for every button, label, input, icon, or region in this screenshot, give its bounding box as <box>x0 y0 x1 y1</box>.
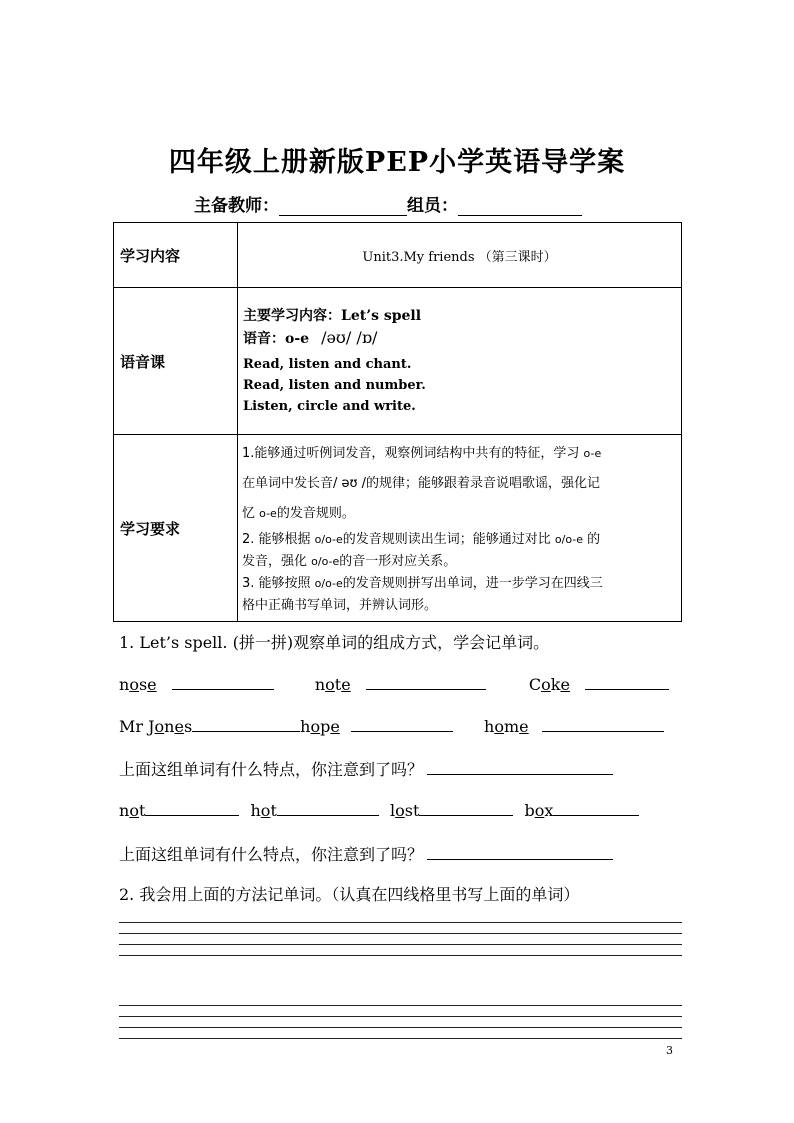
requirements-content <box>238 435 682 622</box>
phonics-ipa: /əʊ/ /ɒ/ <box>321 327 378 347</box>
four-line-grid-1[interactable] <box>119 922 682 966</box>
answer-blank[interactable] <box>427 844 613 860</box>
answer-blank[interactable] <box>351 716 453 732</box>
word-coke: Coke <box>528 675 570 694</box>
question-1: 上面这组单词有什么特点，你注意到了吗？ <box>119 757 613 780</box>
answer-blank[interactable] <box>419 800 513 816</box>
page-number: 3 <box>666 1044 673 1057</box>
table-row <box>114 288 682 435</box>
word-row-1 <box>119 674 669 694</box>
phonics-lesson-label: 语音课 <box>114 288 238 435</box>
phonics-label: 语音： <box>243 330 285 347</box>
requirement-1-cont: 在单词中发长音/ əʊ /的规律；能够跟着录音说唱歌谣，强化记 <box>242 476 601 491</box>
section2-heading: 2. 我会用上面的方法记单词。（认真在四线格里书写上面的单词） <box>119 885 580 904</box>
teacher-line <box>194 191 582 216</box>
word-mr-jones: Mr Jones <box>119 717 193 736</box>
word-row-2 <box>119 716 664 736</box>
member-blank[interactable] <box>458 197 582 216</box>
answer-blank[interactable] <box>277 800 379 816</box>
teacher-blank[interactable] <box>279 197 407 216</box>
answer-blank[interactable] <box>585 674 669 690</box>
requirement-2: 2. 能够根据 o/o-e的发音规则读出生词；能够通过对比 o/o-e 的 <box>242 532 601 547</box>
member-label: 组员： <box>407 196 458 216</box>
word-lost: lost <box>389 801 420 820</box>
word-hope: hope <box>300 717 340 736</box>
requirement-3-cont: 格中正确书写单词，并辨认词形。 <box>242 598 438 613</box>
word-not: not <box>119 801 146 820</box>
main-content-value: Let’s spell <box>341 307 422 324</box>
word-hot: hot <box>250 801 277 820</box>
content-value: Unit3.My friends （第三课时） <box>238 223 682 288</box>
answer-blank[interactable] <box>427 759 613 775</box>
answer-blank[interactable] <box>192 716 300 732</box>
teacher-label: 主备教师： <box>194 196 279 216</box>
phonics-letters: o-e <box>285 330 310 347</box>
answer-blank[interactable] <box>366 674 486 690</box>
requirements-label: 学习要求 <box>114 435 238 622</box>
answer-blank[interactable] <box>145 800 239 816</box>
requirement-1-end: 忆 o-e的发音规则。 <box>242 506 355 521</box>
answer-blank[interactable] <box>553 800 639 816</box>
requirement-2-cont: 发音，强化 o/o-e的音一形对应关系。 <box>242 554 457 569</box>
answer-blank[interactable] <box>172 674 274 690</box>
phonics-lesson-content <box>238 288 682 435</box>
table-row <box>114 223 682 288</box>
word-box: box <box>524 801 554 820</box>
page-title: 四年级上册新版PEP小学英语导学案 <box>168 147 626 178</box>
main-content-label: 主要学习内容： <box>243 307 341 324</box>
answer-blank[interactable] <box>542 716 664 732</box>
word-home: home <box>484 717 529 736</box>
word-nose: nose <box>119 675 157 694</box>
lesson-info-table <box>113 222 682 622</box>
section1-heading: 1. Let’s spell. (拼一拼)观察单词的组成方式，学会记单词。 <box>119 633 550 652</box>
word-row-3 <box>119 800 639 820</box>
requirement-3: 3. 能够按照 o/o-e的发音规则拼写出单词，进一步学习在四线三 <box>242 576 603 591</box>
activity-item: Listen, circle and write. <box>243 398 416 414</box>
activity-item: Read, listen and chant. <box>243 356 412 372</box>
question-2: 上面这组单词有什么特点，你注意到了吗？ <box>119 842 613 865</box>
word-note: note <box>314 675 351 694</box>
requirement-1: 1.能够通过听例词发音，观察例词结构中共有的特征，学习 o-e <box>242 446 602 461</box>
table-row <box>114 435 682 622</box>
four-line-grid-2[interactable] <box>119 1005 682 1049</box>
content-label: 学习内容 <box>114 223 238 288</box>
activity-item: Read, listen and number. <box>243 377 426 393</box>
